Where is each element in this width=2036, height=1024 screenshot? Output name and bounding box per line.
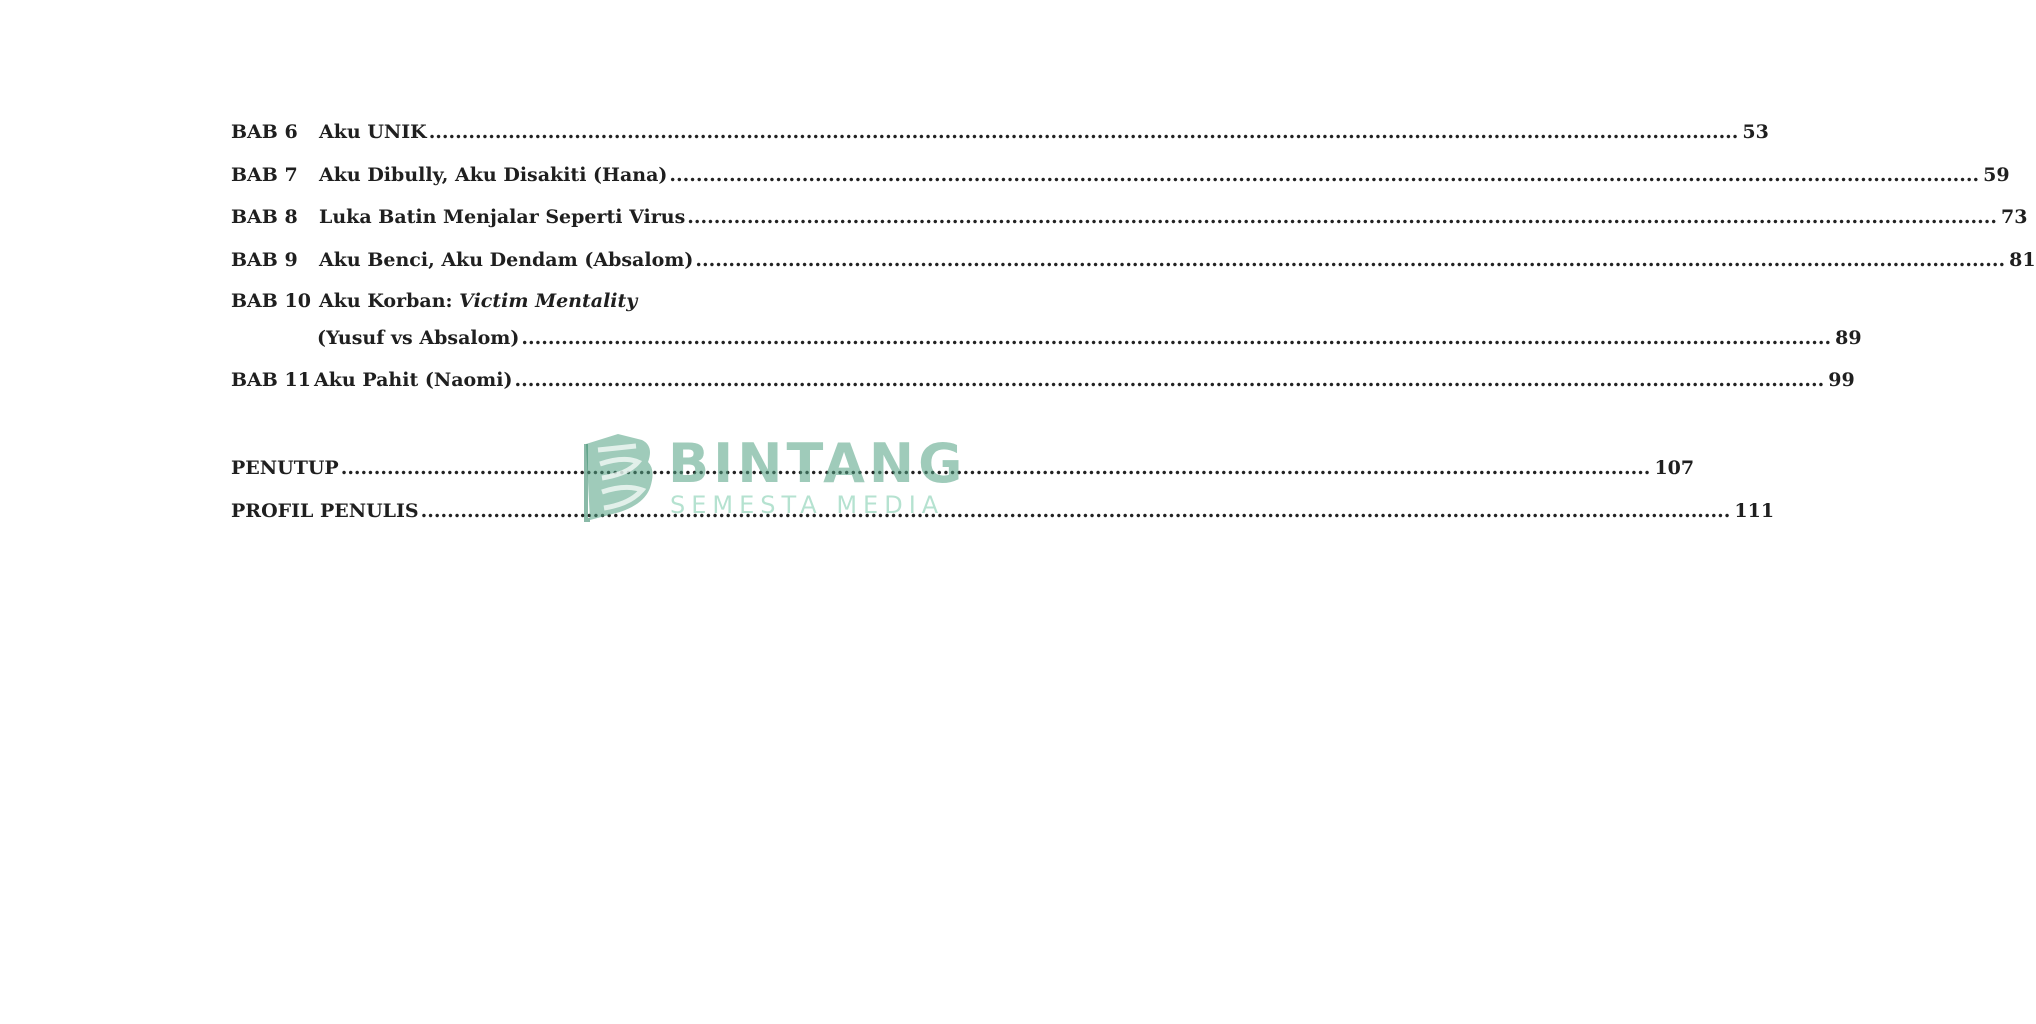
chapter-number: BAB 6	[231, 121, 298, 143]
dot-leader	[341, 453, 1651, 483]
watermark-brand-subtitle: SEMESTA MEDIA	[670, 491, 945, 519]
toc-entry-bab-10-line2	[317, 323, 1862, 353]
chapter-title: Aku UNIK	[319, 121, 427, 143]
toc-entry-bab-9	[231, 245, 2036, 275]
chapter-title-continued: (Yusuf vs Absalom)	[317, 327, 520, 349]
dot-leader	[515, 365, 1825, 395]
page-number: 53	[1742, 121, 1769, 143]
section-title: PENUTUP	[231, 457, 339, 479]
chapter-number: BAB 9	[231, 249, 298, 271]
page-number: 99	[1828, 369, 1855, 391]
chapter-title: Aku Pahit (Naomi)	[314, 369, 513, 391]
toc-entry-bab-11	[231, 365, 1855, 395]
chapter-title-prefix: Aku Korban:	[319, 290, 460, 312]
chapter-title: Aku Dibully, Aku Disakiti (Hana)	[319, 164, 668, 186]
chapter-title-italic: Victim Mentality	[459, 290, 638, 312]
page-number: 59	[1983, 164, 2010, 186]
dot-leader	[669, 160, 1979, 190]
book-logo-icon	[580, 430, 658, 526]
page-number: 73	[2001, 206, 2028, 228]
chapter-number: BAB 8	[231, 206, 298, 228]
page-number: 111	[1734, 500, 1775, 522]
chapter-title	[319, 286, 637, 316]
chapter-number: BAB 10	[231, 290, 311, 312]
chapter-title: Luka Batin Menjalar Seperti Virus	[319, 206, 686, 228]
publisher-watermark	[580, 430, 967, 530]
toc-entry-bab-10	[231, 286, 808, 316]
toc-entry-bab-8	[231, 202, 2028, 232]
dot-leader	[521, 323, 1831, 353]
toc-entry-bab-6	[231, 117, 1769, 147]
page-number: 81	[2009, 249, 2036, 271]
page-number: 89	[1835, 327, 1862, 349]
toc-entry-bab-7	[231, 160, 2010, 190]
dot-leader	[687, 202, 1997, 232]
chapter-number: BAB 7	[231, 164, 298, 186]
chapter-number: BAB 11	[231, 369, 311, 391]
page-number: 107	[1654, 457, 1695, 479]
dot-leader	[695, 245, 2005, 275]
section-title: PROFIL PENULIS	[231, 500, 419, 522]
chapter-title: Aku Benci, Aku Dendam (Absalom)	[319, 249, 694, 271]
dot-leader	[429, 117, 1739, 147]
watermark-brand-name: BINTANG	[668, 432, 967, 495]
